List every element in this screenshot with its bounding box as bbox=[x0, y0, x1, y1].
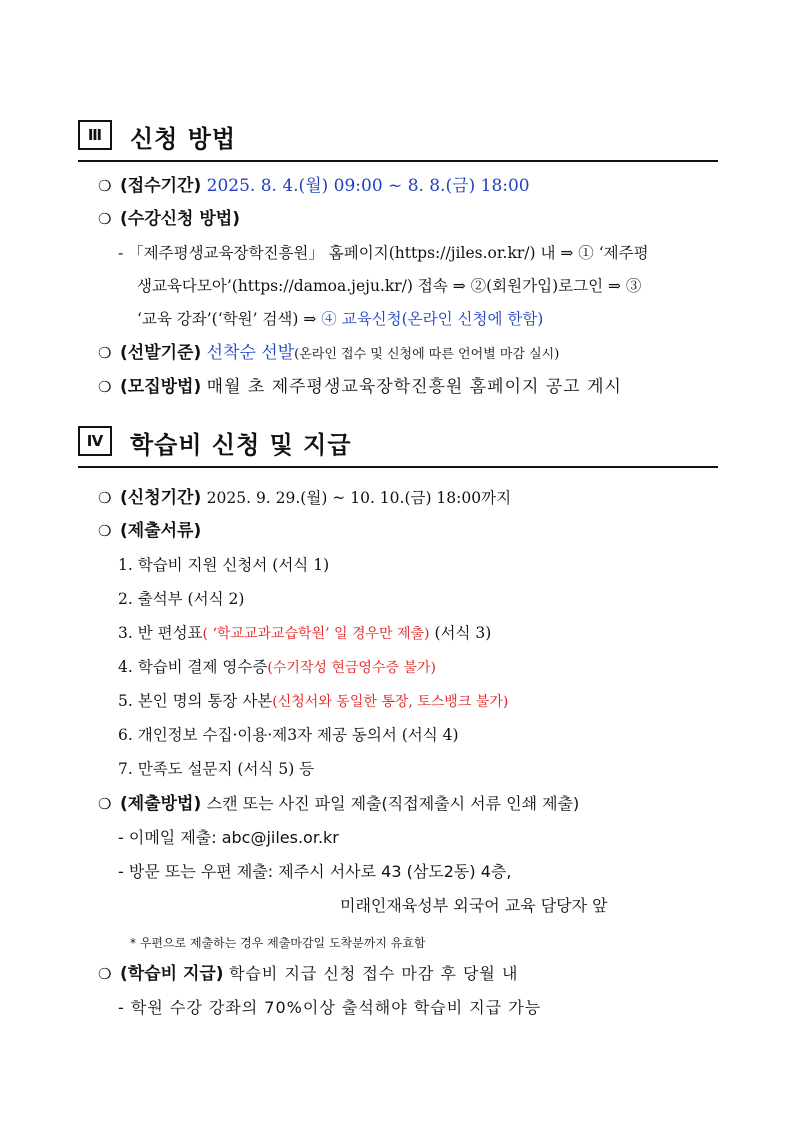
document-item bbox=[118, 724, 459, 746]
document-item bbox=[118, 758, 314, 780]
row-value: 2025. 9. 29.(월) ~ 10. 10.(금) 18:00까지 bbox=[206, 489, 512, 507]
row-label: (제출방법) bbox=[120, 794, 202, 814]
document-text: 5. 본인 명의 통장 사본 bbox=[118, 692, 273, 710]
document-item bbox=[118, 622, 491, 645]
method-row bbox=[98, 208, 240, 230]
document-text: 6. 개인정보 수집·이용·제3자 제공 동의서 (서식 4) bbox=[118, 726, 459, 744]
visit-line-2: 미래인재육성부 외국어 교육 담당자 앞 bbox=[340, 896, 608, 915]
bullet-icon: ❍ bbox=[98, 489, 112, 507]
document-text: 1. 학습비 지원 신청서 (서식 1) bbox=[118, 556, 330, 574]
section-title: 학습비 신청 및 지급 bbox=[130, 431, 352, 459]
document-text: 2. 출석부 (서식 2) bbox=[118, 590, 245, 608]
document-text: 4. 학습비 결제 영수증 bbox=[118, 658, 268, 676]
row-value: 선착순 선발 bbox=[206, 343, 295, 363]
document-item bbox=[118, 554, 329, 576]
document-note: ( ‘학교교과교습학원’ 일 경우만 제출) bbox=[202, 626, 430, 642]
selection-row bbox=[98, 342, 559, 366]
apply-period-row bbox=[98, 487, 511, 509]
row-value: 2025. 8. 4.(월) 09:00 ~ 8. 8.(금) 18:00 bbox=[206, 176, 530, 196]
row-note: (온라인 접수 및 신청에 따른 언어별 마감 실시) bbox=[294, 347, 560, 362]
recruit-row bbox=[98, 376, 622, 398]
bullet-icon: ❍ bbox=[98, 177, 112, 195]
bullet-icon: ❍ bbox=[98, 210, 112, 228]
visit-line-1: - 방문 또는 우편 제출: 제주시 서사로 43 (삼도2동) 4층, bbox=[118, 862, 512, 881]
email-line: - 이메일 제출: abc@jiles.or.kr bbox=[118, 828, 339, 847]
document-text: 7. 만족도 설문지 (서식 5) 등 bbox=[118, 760, 315, 778]
row-label: (신청기간) bbox=[120, 488, 202, 508]
bullet-icon: ❍ bbox=[98, 795, 112, 813]
section-4-header bbox=[78, 424, 718, 468]
documents-row bbox=[98, 520, 201, 542]
submit-method-row bbox=[98, 793, 579, 815]
row-label: (수강신청 방법) bbox=[120, 209, 240, 229]
document-item bbox=[118, 690, 508, 713]
row-value: 학습비 지급 신청 접수 마감 후 당월 내 bbox=[228, 964, 519, 983]
section-title: 신청 방법 bbox=[130, 125, 237, 153]
row-label: (선발기준) bbox=[120, 343, 202, 363]
bullet-icon: ❍ bbox=[98, 522, 112, 540]
payment-row bbox=[98, 963, 518, 985]
section-number-box: Ⅳ bbox=[78, 426, 112, 456]
method-step-line-1: - 「제주평생교육장학진흥원」 홈페이지(https://jiles.or.kr/) 내 ⇒ ① ‘제주평 bbox=[118, 244, 649, 262]
document-note: (신청서와 동일한 통장, 토스뱅크 불가) bbox=[272, 694, 509, 710]
bullet-icon: ❍ bbox=[98, 344, 112, 362]
method-step-line-2: 생교육다모아’(https://damoa.jeju.kr/) 접속 ⇒ ②(회원가입)로그인 ⇒ ③ bbox=[137, 277, 642, 295]
document-item bbox=[118, 656, 436, 679]
row-value: 스캔 또는 사진 파일 제출(직접제출시 서류 인쇄 제출) bbox=[206, 794, 580, 813]
bullet-icon: ❍ bbox=[98, 378, 112, 396]
payment-condition-line: - 학원 수강 강좌의 70%이상 출석해야 학습비 지급 가능 bbox=[118, 998, 542, 1017]
bullet-icon: ❍ bbox=[98, 965, 112, 983]
row-label: (접수기간) bbox=[120, 176, 202, 196]
method-step-highlight: ④ 교육신청(온라인 신청에 한함) bbox=[321, 310, 544, 328]
method-step-line-3 bbox=[137, 308, 543, 330]
row-value: 매월 초 제주평생교육장학진흥원 홈페이지 공고 게시 bbox=[206, 377, 622, 397]
method-step-text: ‘교육 강좌’(‘학원’ 검색) ⇒ bbox=[137, 310, 317, 328]
section-number-box: Ⅲ bbox=[78, 120, 112, 150]
row-label: (학습비 지급) bbox=[120, 964, 224, 984]
section-3-header bbox=[78, 118, 718, 162]
document-note: (수기작성 현금영수증 불가) bbox=[267, 660, 436, 676]
document-form: (서식 3) bbox=[429, 624, 492, 642]
apply-period-row bbox=[98, 175, 530, 197]
document-item bbox=[118, 588, 244, 610]
document-text: 3. 반 편성표 bbox=[118, 624, 203, 642]
row-label: (제출서류) bbox=[120, 521, 202, 541]
row-label: (모집방법) bbox=[120, 377, 202, 397]
footnote: * 우편으로 제출하는 경우 제출마감일 도착분까지 유효함 bbox=[130, 936, 426, 950]
